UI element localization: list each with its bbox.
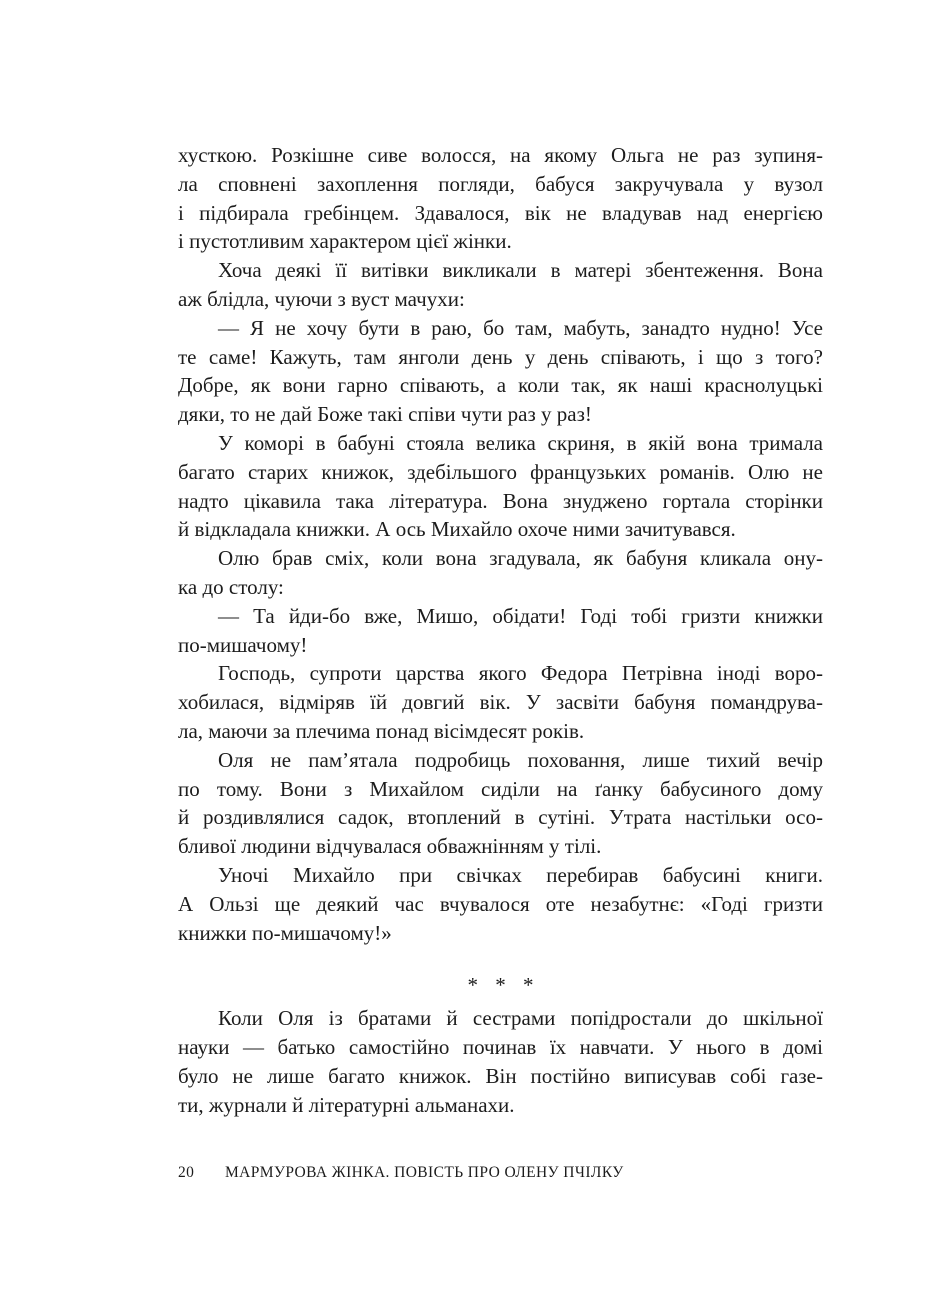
text-line: — Та йди-бо вже, Мишо, обідати! Годі тобі гризти книжки: [218, 603, 823, 628]
paragraph: [178, 256, 823, 314]
paragraph: [178, 544, 823, 602]
paragraph: [178, 314, 823, 429]
text-line: Уночі Михайло при свічках перебирав бабусині книги.: [218, 862, 823, 887]
paragraph: [178, 659, 823, 745]
text-line: — Я не хочу бути в раю, бо там, мабуть, занадто нудно! Усе: [218, 315, 823, 340]
paragraph: [178, 746, 823, 861]
text-line: ла, маючи за плечима понад вісімдесят років.: [178, 718, 585, 743]
paragraph: [178, 602, 823, 660]
text-line: й відкладала книжки. А ось Михайло охоче ними зачитувався.: [178, 517, 736, 542]
text-line: дяки, то не дай Боже такі співи чути раз у раз!: [178, 402, 592, 427]
text-line: надто цікавила така література. Вона знуджено гортала сторінки: [178, 488, 823, 513]
paragraph: [178, 861, 823, 947]
text-line: А Ользі ще деякий час вчувалося оте незабутнє: «Годі гризти: [178, 891, 823, 916]
text-line: ти, журнали й літературні альманахи.: [178, 1092, 515, 1117]
text-line: книжки по-мишачому!»: [178, 920, 392, 945]
text-line: по-мишачому!: [178, 632, 308, 657]
text-line: У коморі в бабуні стояла велика скриня, в якій вона тримала: [218, 430, 823, 455]
text-line: науки — батько самостійно починав їх навчати. У нього в домі: [178, 1035, 823, 1060]
paragraph: [178, 429, 823, 544]
section-separator: * * *: [467, 973, 540, 998]
text-line: Коли Оля із братами й сестрами попідростали до шкільної: [218, 1006, 823, 1031]
running-title: МАРМУРОВА ЖІНКА. ПОВІСТЬ ПРО ОЛЕНУ ПЧІЛКУ: [225, 1164, 624, 1181]
text-line: багато старих книжок, здебільшого французьких романів. Олю не: [178, 459, 823, 484]
text-line: Олю брав сміх, коли вона згадувала, як бабуня кликала ону-: [218, 546, 823, 571]
text-line: хобилася, відміряв їй довгий вік. У засвіти бабуня помандрува-: [178, 690, 823, 715]
text-line: те саме! Кажуть, там янголи день у день співають, і що з того?: [178, 344, 823, 369]
text-line: Добре, як вони гарно співають, а коли так, як наші краснолуцькі: [178, 373, 823, 398]
page-number: 20: [178, 1164, 195, 1181]
text-line: хусткою. Розкішне сиве волосся, на якому Ольга не раз зупиня-: [178, 143, 823, 167]
text-line: ка до столу:: [178, 574, 284, 599]
text-line: Оля не пам’ятала подробиць поховання, лише тихий вечір: [218, 747, 823, 772]
paragraph: [178, 1004, 823, 1119]
text-line: було не лише багато книжок. Він постійно виписував собі газе-: [178, 1063, 823, 1088]
text-line: й роздивлялися садок, втоплений в сутіні. Утрата настільки осо-: [178, 805, 823, 830]
text-line: Хоча деякі її витівки викликали в матері збентеження. Вона: [218, 258, 823, 283]
paragraph: [178, 141, 823, 256]
text-line: і підбирала гребінцем. Здавалося, вік не владував над енергією: [178, 200, 823, 225]
text-line: і пустотливим характером цієї жінки.: [178, 229, 512, 254]
page-body: [178, 141, 823, 1120]
text-line: аж блідла, чуючи з вуст мачухи:: [178, 286, 465, 311]
text-line: ла сповнені захоплення погляди, бабуся закручувала у вузол: [178, 171, 823, 196]
text-line: бливої людини відчувалася обважнінням у тілі.: [178, 834, 602, 859]
page-footer: [178, 1164, 823, 1182]
text-line: Господь, супроти царства якого Федора Петрівна іноді воро-: [218, 661, 823, 686]
text-line: по тому. Вони з Михайлом сиділи на ґанку бабусиного дому: [178, 776, 823, 801]
